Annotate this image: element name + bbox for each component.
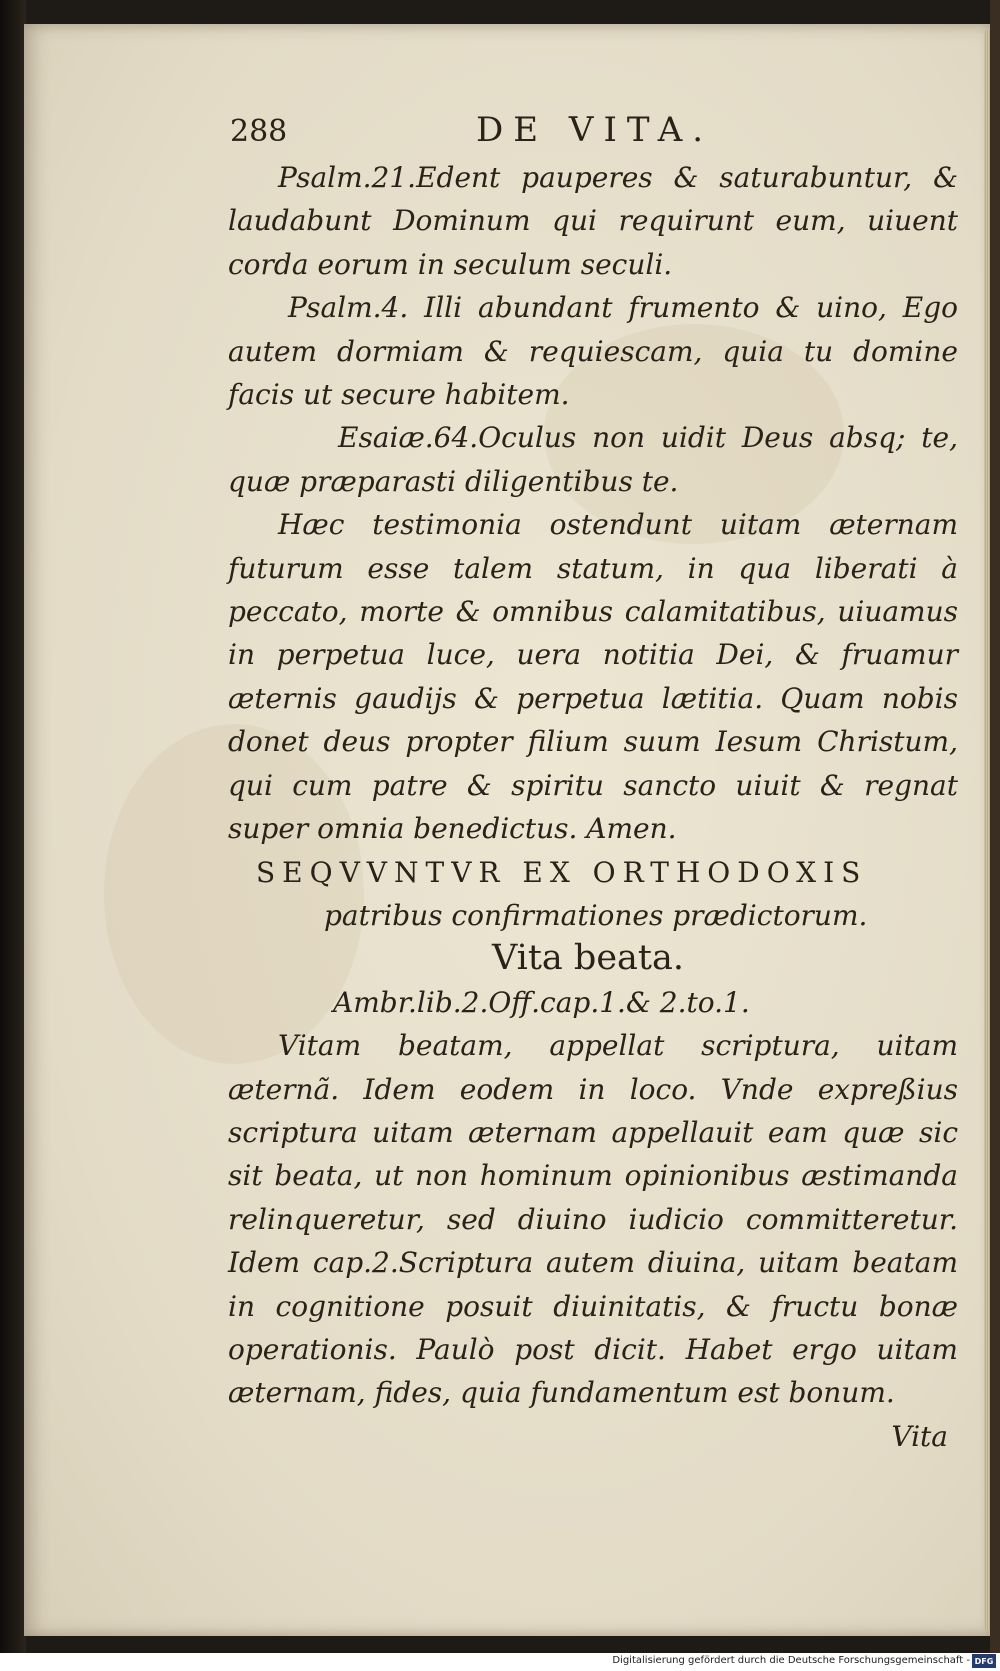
- digitization-credit: Digitalisierung gefördert durch die Deutsche Forschungsgemeinschaft -: [612, 1655, 970, 1666]
- page-number: 288: [230, 114, 288, 149]
- section-title: Vita beata.: [492, 938, 684, 979]
- section-subheading: patribus confirmationes prædictorum.: [324, 898, 868, 932]
- paragraph-psalm-4: Psalm.4. Illi abundant frumento & uino, Ego autem dormiam & requiescam, quia tu domine facis ut secure habitem.: [228, 291, 958, 412]
- catchword: Vita: [891, 1419, 948, 1453]
- paragraph-esaiae-64: Esaiæ.64.Oculus non uidit Deus absq; te, quæ præparasti diligentibus te.: [228, 421, 958, 498]
- section-heading: SEQVVNTVR EX ORTHODOXIS: [256, 855, 868, 889]
- dfg-logo: DFG: [972, 1654, 996, 1668]
- source-reference: Ambr.lib.2.Off.cap.1.& 2.to.1.: [333, 985, 750, 1019]
- paragraph-vitam-beatam: Vitam beatam, appellat scriptura, uitam æternã. Idem eodem in loco. Vnde expreßius scriptura uitam æternam appellauit eam quæ sic sit beata, ut non hominum opinionibus æstimanda relinqueretur, sed diuino iudicio committeretur. Idem cap.2.Scriptura autem diuina, uitam beatam in cognitione posuit diuinitatis, & fructu bonæ operationis. Paulò post dicit. Habet ergo uitam æternam, fides, quia fundamentum est bonum.: [228, 1029, 958, 1410]
- paragraph-psalm-21: Psalm.21.Edent pauperes & saturabuntur, & laudabunt Dominum qui requirunt eum, uiuent corda eorum in seculum seculi.: [228, 161, 958, 281]
- book-spine-left: [0, 0, 26, 1671]
- paragraph-testimonia: Hæc testimonia ostendunt uitam æternam futurum esse talem statum, in qua liberati à peccato, morte & omnibus calamitatibus, uiuamus in perpetua luce, uera notitia Dei, & fruamur æternis gaudijs & perpetua lætitia. Quam nobis donet deus propter filium suum Iesum Christum, qui cum patre & spiritu sancto uiuit & regnat super omnia benedictus. Amen.: [228, 508, 958, 846]
- body-text: [228, 156, 958, 1458]
- running-head: DE VITA.: [476, 110, 714, 150]
- book-cover-edge: [990, 0, 1000, 1671]
